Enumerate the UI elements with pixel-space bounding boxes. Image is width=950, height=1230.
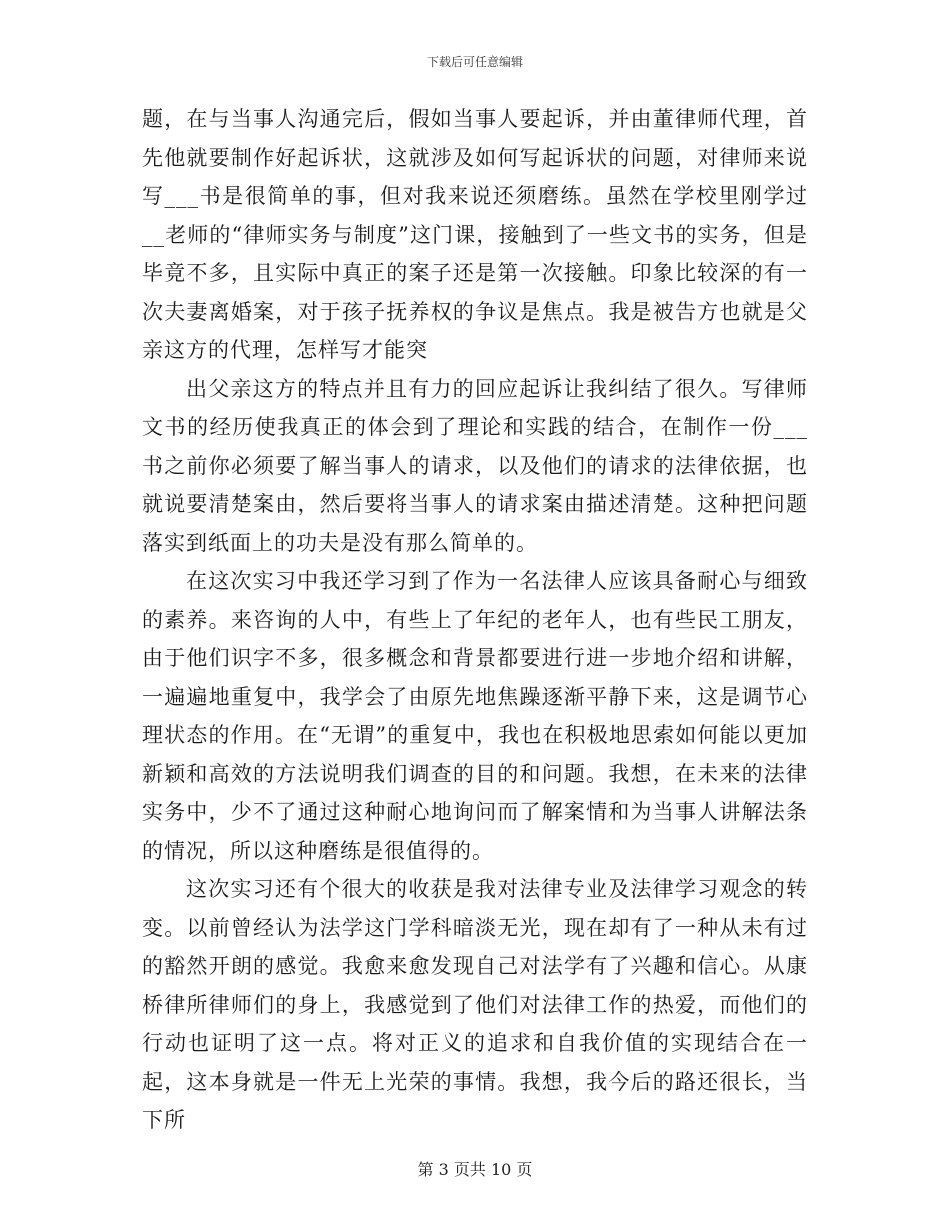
page-number: 第 3 页共 10 页 (417, 1160, 533, 1179)
page-header: 下载后可任意编辑 (426, 55, 523, 69)
paragraph: 这次实习还有个很大的收获是我对法律专业及法律学习观念的转变。以前曾经认为法学这门学科暗淡无光，现在却有了一种从未有过的豁然开朗的感觉。我愈来愈发现自己对法学有了兴趣和信心。从康桥律所律师们的身上，我感觉到了他们对法律工作的热爱，而他们的行动也证明了这一点。将对正义的追求和自我价值的实现结合在一起，这本身就是一件无上光荣的事情。我想，我今后的路还很长，当下所 (142, 877, 808, 1132)
document-body (142, 100, 808, 1140)
paragraph: 在这次实习中我还学习到了作为一名法律人应该具备耐心与细致的素养。来咨询的人中，有些上了年纪的老年人，也有些民工朋友，由于他们识字不多，很多概念和背景都要进行进一步地介绍和讲解，一遍遍地重复中，我学会了由原先地焦躁逐渐平静下来，这是调节心理状态的作用。在“无谓”的重复中，我也在积极地思索如何能以更加新颖和高效的方法说明我们调查的目的和问题。我想，在未来的法律实务中，少不了通过这种耐心地询问而了解案情和为当事人讲解法条的情况，所以这种磨练是很值得的。 (142, 569, 808, 863)
paragraph-continuation: 题，在与当事人沟通完后，假如当事人要起诉，并由董律师代理，首先他就要制作好起诉状，这就涉及如何写起诉状的问题，对律师来说写___书是很简单的事，但对我来说还须磨练。虽然在学校里刚学过__老师的“律师实务与制度”这门课，接触到了一些文书的实务，但是毕竟不多，且实际中真正的案子还是第一次接触。印象比较深的有一次夫妻离婚案，对于孩子抚养权的争议是焦点。我是被告方也就是父亲这方的代理，怎样写才能突 (142, 107, 808, 362)
paragraph: 出父亲这方的特点并且有力的回应起诉让我纠结了很久。写律师文书的经历使我真正的体会到了理论和实践的结合，在制作一份___书之前你必须要了解当事人的请求，以及他们的请求的法律依据，也就说要清楚案由，然后要将当事人的请求案由描述清楚。这种把问题落实到纸面上的功夫是没有那么简单的。 (142, 376, 808, 555)
